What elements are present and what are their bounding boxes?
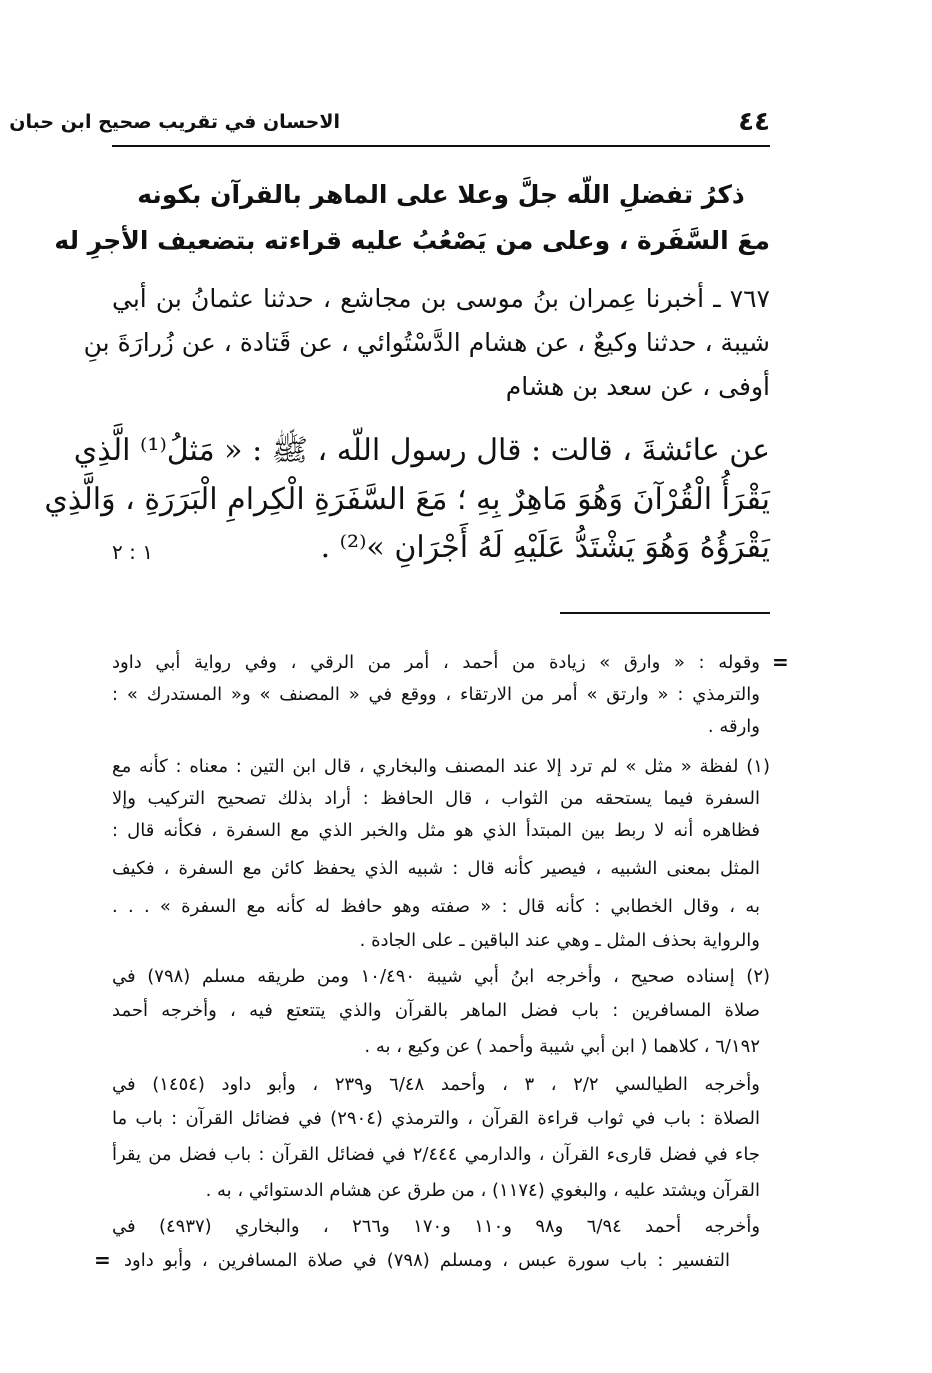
- footnote-line: التفسير : باب سورة عبس ، ومسلم (٧٩٨) في صلاة المسافرين ، وأبو داود: [124, 1250, 730, 1271]
- footnote-line: جاء في فضل قارىء القرآن ، والدارمي ٢/٤٤٤ في فضائل القرآن : باب فضل من يقرأ: [112, 1144, 760, 1165]
- footnote-line: وارقه .: [707, 716, 760, 737]
- chapter-heading-line-2: معَ السَّفَرة ، وعلى من يَصْعُبُ عليه قراءته بتضعيف الأجرِ له: [54, 226, 770, 255]
- footnote-line: فظاهره أنه لا ربط بين المبتدأ الذي هو مثل والخبر الذي مع السفرة ، فكأنه قال :: [112, 820, 760, 841]
- footnote-separator: [560, 612, 770, 614]
- footnote-line: القرآن ويشتد عليه ، والبغوي (١١٧٤) ، من طرق عن هشام الدستوائي ، به .: [205, 1180, 760, 1201]
- footnote-line: والترمذي : « وارتق » أمر من الارتقاء ، ووقع في « المصنف » و« المستدرك » :: [112, 684, 760, 705]
- footnote-line: (٢) إسناده صحيح ، وأخرجه ابنُ أبي شيبة ١٠/٤٩٠ ومن طريقه مسلم (٧٩٨) في: [112, 966, 771, 987]
- running-header: [9, 105, 770, 147]
- end-continuation-marker: =: [94, 1248, 111, 1272]
- chapter-heading-line-1: ذكرُ تفضلِ اللّه جلَّ وعلا على الماهر بالقرآن بكونه: [137, 180, 745, 209]
- footnote-line: وقوله : « وارق » زيادة من أحمد ، أمر من الرقي ، وفي رواية أبي داود: [112, 652, 760, 673]
- footnote-line: به ، وقال الخطابي : كأنه قال : « صفته وهو حافظ له كأنه مع السفرة » . . .: [112, 896, 760, 917]
- matn-line: عن عائشةَ ، قالت : قال رسول اللّه ، ﷺ : « مَثلُ⁽¹⁾ الَّذِي: [73, 433, 770, 468]
- side-reference: ١ : ٢: [112, 540, 153, 564]
- isnad-line: ٧٦٧ ـ أخبرنا عِمران بنُ موسى بن مجاشع ، حدثنا عثمانُ بن أبي: [112, 284, 770, 313]
- page-number: ٤٤: [738, 107, 770, 137]
- book-title: الاحسان في تقريب صحيح ابن حبان: [9, 111, 340, 133]
- continuation-marker: =: [772, 650, 789, 674]
- isnad-line: شيبة ، حدثنا وكيعٌ ، عن هشام الدَّسْتُوائي ، عن قَتادة ، عن زُرارَةَ بنِ: [83, 328, 770, 357]
- footnote-line: ٦/١٩٢ ، كلاهما ( ابن أبي شيبة وأحمد ) عن وكيع ، به .: [364, 1036, 760, 1057]
- footnote-line: المثل بمعنى الشبيه ، فيصير كأنه قال : شبيه الذي يحفظ كائن مع السفرة ، فكيف: [112, 858, 760, 879]
- footnote-line: صلاة المسافرين : باب فضل الماهر بالقرآن والذي يتتعتع فيه ، وأخرجه أحمد: [112, 1000, 760, 1021]
- matn-line: يَقْرَأُ الْقُرْآنَ وَهُوَ مَاهِرٌ بِهِ ؛ مَعَ السَّفَرَةِ الْكِرامِ الْبَرَرَةِ ، وَالَّذِي: [44, 482, 770, 517]
- isnad-line: أوفى ، عن سعد بن هشام: [505, 372, 770, 401]
- footnote-line: وأخرجه الطيالسي ٢/٢ ، ٣ ، وأحمد ٦/٤٨ و٢٣٩ ، وأبو داود (١٤٥٤) في: [112, 1074, 761, 1095]
- footnote-line: الصلاة : باب في ثواب قراءة القرآن ، والترمذي (٢٩٠٤) في فضائل القرآن : باب ما: [112, 1108, 761, 1129]
- matn-line: يَقْرَؤُهُ وَهُوَ يَشْتَدُّ عَلَيْهِ لَهُ أَجْرَانِ »⁽²⁾ .: [320, 530, 770, 565]
- footnote-line: وأخرجه أحمد ٦/٩٤ و٩٨ و١١٠ و١٧٠ و٢٦٦ ، والبخاري (٤٩٣٧) في: [112, 1216, 761, 1237]
- footnote-line: والرواية بحذف المثل ـ وهي عند الباقين ـ على الجادة .: [359, 930, 760, 951]
- footnote-line: السفرة فيما يستحقه من الثواب ، قال الحافظ : أراد بذلك تصحيح التركيب وإلا: [112, 788, 760, 809]
- footnote-line: (١) لفظة « مثل » لم ترد إلا عند المصنف والبخاري ، قال ابن التين : معناه : كأنه مع: [112, 756, 770, 777]
